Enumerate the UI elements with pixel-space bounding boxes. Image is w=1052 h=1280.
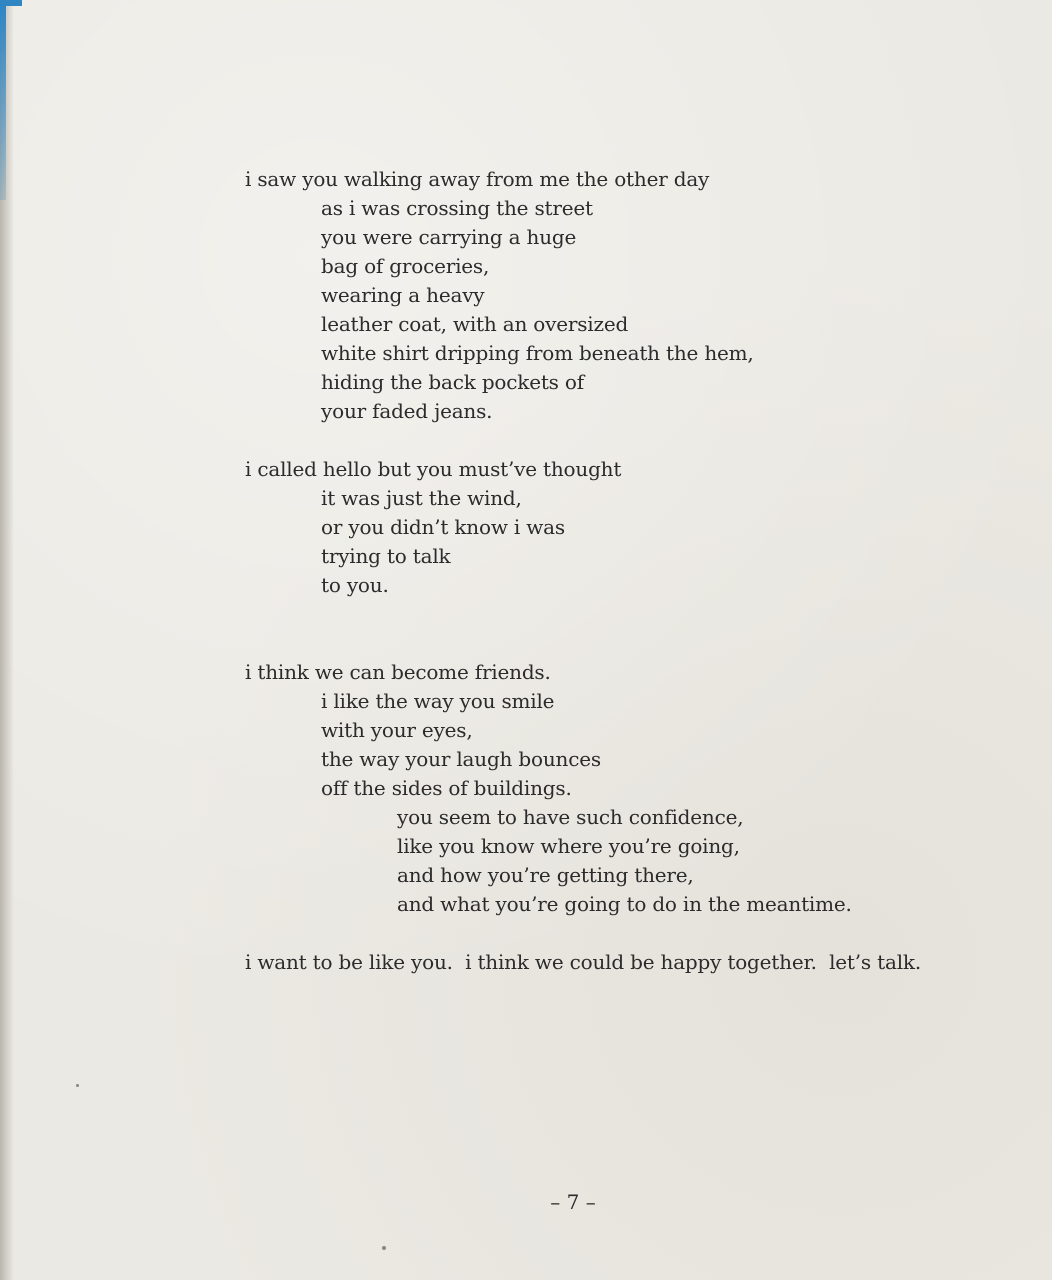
poem-line: i think we can become friends.	[245, 660, 551, 684]
poem-line: or you didn’t know i was	[321, 515, 565, 539]
poem-line: off the sides of buildings.	[321, 776, 572, 800]
poem-line: i like the way you smile	[321, 689, 555, 713]
poem-line: i called hello but you must’ve thought	[245, 457, 622, 481]
page-number: – 7 –	[550, 1190, 596, 1214]
poem-line: white shirt dripping from beneath the hem,	[321, 341, 754, 365]
paper-speck	[76, 1084, 79, 1087]
poem-line: like you know where you’re going,	[397, 834, 740, 858]
poem-line: the way your laugh bounces	[321, 747, 601, 771]
poem-line: and what you’re going to do in the meantime.	[397, 892, 852, 916]
poem-line: you were carrying a huge	[321, 225, 577, 249]
poem	[245, 165, 1005, 977]
binding-blue-strip	[0, 0, 6, 200]
poem-line: with your eyes,	[321, 718, 473, 742]
poem-line: and how you’re getting there,	[397, 863, 694, 887]
poem-line: i want to be like you. i think we could be happy together. let’s talk.	[245, 950, 921, 974]
stanza-gap	[245, 426, 1005, 455]
poem-line: as i was crossing the street	[321, 196, 593, 220]
stanza-3	[245, 658, 1005, 919]
poem-line: hiding the back pockets of	[321, 370, 584, 394]
binding-blue-corner	[0, 0, 22, 6]
poem-line: it was just the wind,	[321, 486, 522, 510]
poem-line: leather coat, with an oversized	[321, 312, 629, 336]
poem-line: you seem to have such confidence,	[397, 805, 744, 829]
poem-line: bag of groceries,	[321, 254, 490, 278]
poem-line: trying to talk	[321, 544, 451, 568]
stanza-2	[245, 455, 1005, 600]
poem-line: wearing a heavy	[321, 283, 485, 307]
stanza-gap	[245, 600, 1005, 658]
stanza-4	[245, 948, 1005, 977]
stanza-1	[245, 165, 1005, 426]
poem-line: i saw you walking away from me the other day	[245, 167, 710, 191]
stanza-gap	[245, 919, 1005, 948]
paper-speck	[382, 1246, 386, 1250]
poem-line: your faded jeans.	[321, 399, 493, 423]
poem-line: to you.	[321, 573, 389, 597]
